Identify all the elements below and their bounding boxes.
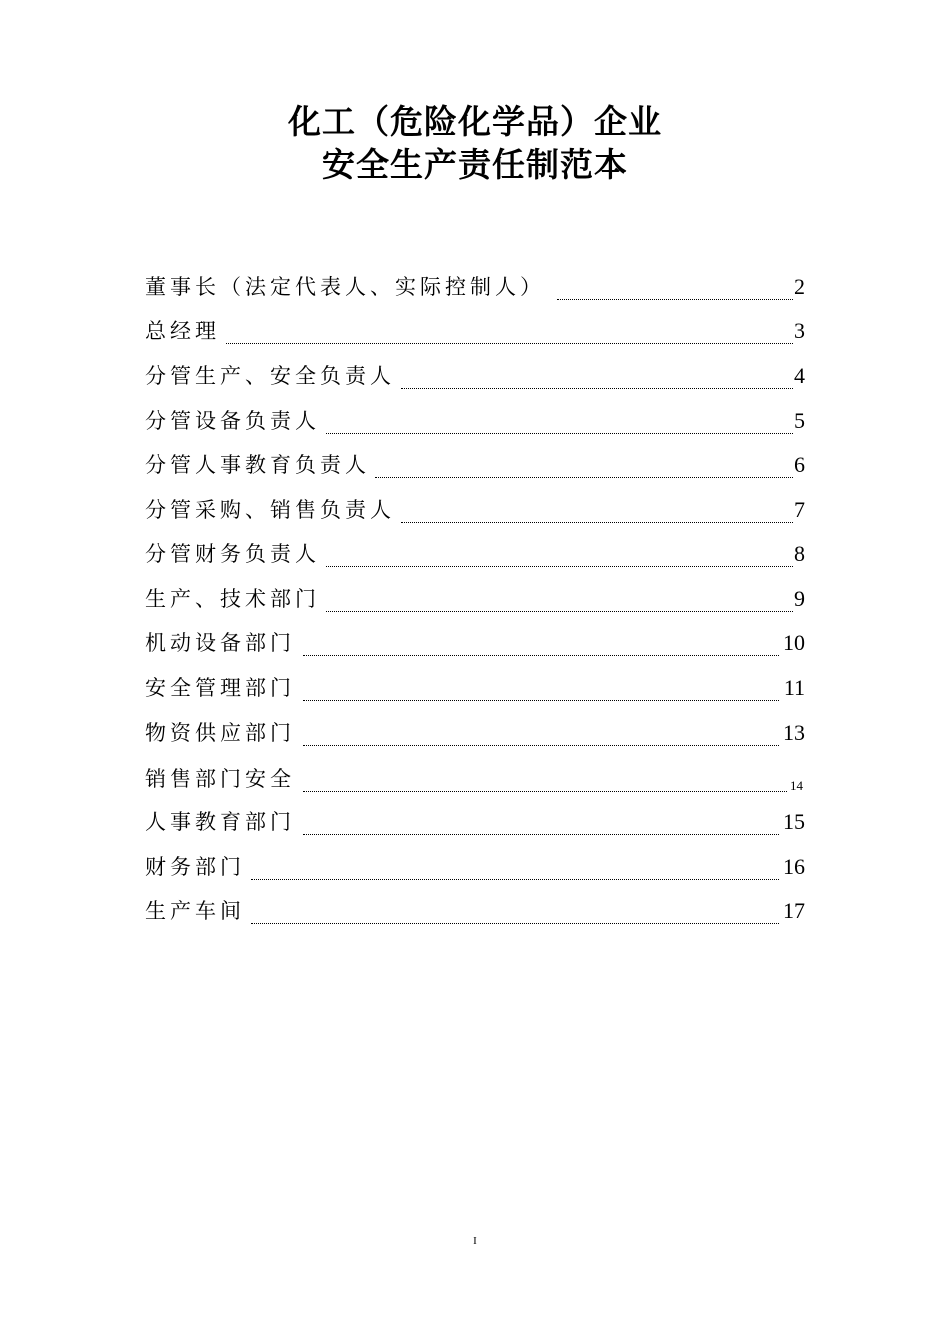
toc-entry[interactable] — [145, 807, 805, 837]
toc-entry-label: 分管生产、安全负责人 — [145, 364, 395, 388]
toc-leader-dots — [326, 433, 793, 434]
toc-entry-page: 13 — [783, 720, 805, 745]
toc-entry-label: 销售部门安全 — [145, 767, 295, 791]
toc-entry-label: 分管采购、销售负责人 — [145, 498, 395, 522]
toc-leader-dots — [326, 566, 793, 567]
toc-leader-dots — [226, 343, 793, 344]
toc-entry-label: 董事长（法定代表人、实际控制人） — [145, 275, 545, 299]
toc-entry[interactable] — [145, 896, 805, 926]
toc-entry-page: 16 — [783, 854, 805, 879]
toc-entry-label: 分管财务负责人 — [145, 542, 320, 566]
toc-entry-page: 15 — [783, 809, 805, 834]
toc-entry-label: 总经理 — [145, 319, 220, 343]
toc-entry[interactable] — [145, 852, 805, 882]
toc-leader-dots — [251, 879, 779, 880]
toc-entry-label: 分管人事教育负责人 — [145, 453, 370, 477]
toc-leader-dots — [303, 655, 779, 656]
toc-leader-dots — [557, 299, 793, 300]
toc-leader-dots — [303, 745, 779, 746]
toc-entry[interactable] — [145, 272, 805, 302]
toc-entry-label: 人事教育部门 — [145, 810, 295, 834]
toc-leader-dots — [401, 388, 793, 389]
footer-page-number: I — [473, 1235, 477, 1247]
toc-entry-page: 17 — [783, 898, 805, 923]
document-title-line-2: 安全生产责任制范本 — [322, 145, 628, 184]
toc-entry-page: 14 — [790, 778, 803, 793]
toc-entry-label: 生产、技术部门 — [145, 587, 320, 611]
toc-entry[interactable] — [145, 764, 805, 794]
toc-entry[interactable] — [145, 495, 805, 525]
toc-entry-page: 4 — [794, 363, 805, 388]
document-title-line-1: 化工（危险化学品）企业 — [288, 102, 662, 141]
toc-entry-page: 11 — [783, 675, 805, 700]
toc-leader-dots — [375, 477, 793, 478]
toc-entry[interactable] — [145, 718, 805, 748]
toc-entry[interactable] — [145, 539, 805, 569]
toc-entry-label: 机动设备部门 — [145, 631, 295, 655]
toc-leader-dots — [401, 522, 793, 523]
toc-entry[interactable] — [145, 450, 805, 480]
toc-entry-label: 物资供应部门 — [145, 721, 295, 745]
toc-leader-dots — [251, 923, 779, 924]
toc-entry-page: 7 — [794, 497, 805, 522]
toc-entry-page: 9 — [794, 586, 805, 611]
toc-entry-label: 生产车间 — [145, 899, 245, 923]
toc-leader-dots — [303, 700, 779, 701]
toc-entry-label: 财务部门 — [145, 855, 245, 879]
toc-entry-label: 安全管理部门 — [145, 676, 295, 700]
toc-entry-page: 2 — [794, 274, 805, 299]
toc-entry-page: 6 — [794, 452, 805, 477]
toc-entry-page: 8 — [794, 541, 805, 566]
toc-leader-dots — [303, 834, 779, 835]
toc-entry[interactable] — [145, 628, 805, 658]
toc-entry[interactable] — [145, 361, 805, 391]
table-of-contents — [145, 0, 805, 1000]
toc-entry-page: 10 — [783, 630, 805, 655]
toc-entry-page: 3 — [794, 318, 805, 343]
toc-entry-label: 分管设备负责人 — [145, 409, 320, 433]
toc-entry-page: 5 — [794, 408, 805, 433]
toc-entry[interactable] — [145, 673, 805, 703]
toc-entry[interactable] — [145, 406, 805, 436]
toc-entry[interactable] — [145, 316, 805, 346]
toc-leader-dots — [303, 791, 787, 792]
toc-entry[interactable] — [145, 584, 805, 614]
toc-leader-dots — [326, 611, 793, 612]
